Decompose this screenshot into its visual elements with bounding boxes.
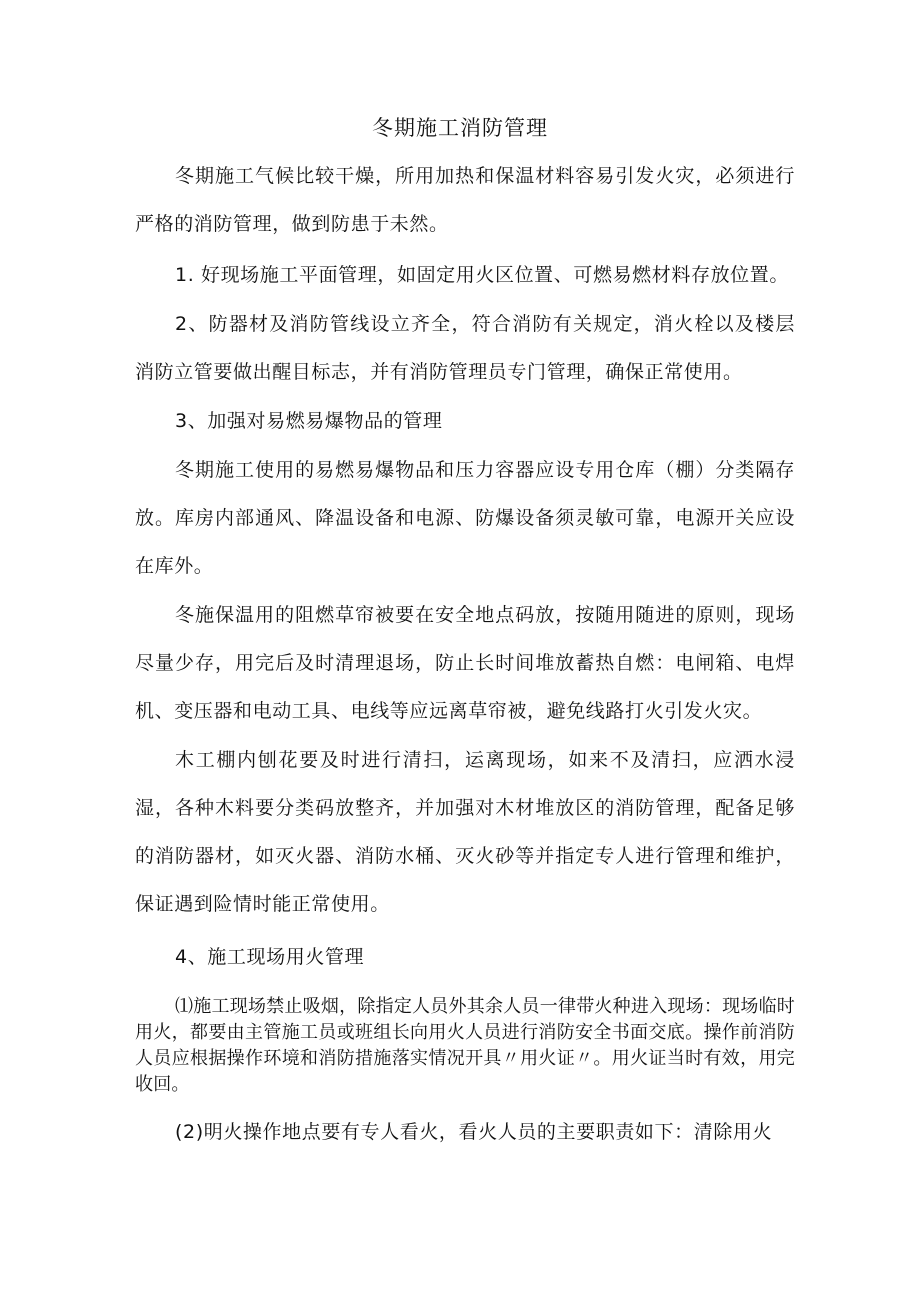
paragraph-item-1: 1. 好现场施工平面管理，如固定用火区位置、可燃易燃材料存放位置。	[175, 264, 789, 286]
paragraph-carpentry-shed: 木工棚内刨花要及时进行清扫，运离现场，如来不及清扫，应洒水浸湿，各种木料要分类码放整齐，并加强对木材堆放区的消防管理，配备足够的消防器材，如灭火器、消防水桶、灭火砂等并指定专人进行管理和维护，保证遇到险情时能正常使用。	[135, 749, 795, 915]
paragraph-storage: 冬期施工使用的易燃易爆物品和压力容器应设专用仓库（棚）分类隔存放。库房内部通风、降温设备和电源、防爆设备须灵敏可靠，电源开关应设在库外。	[135, 459, 795, 577]
paragraph-intro: 冬期施工气候比较干燥，所用加热和保温材料容易引发火灾，必须进行严格的消防管理，做到防患于未然。	[135, 165, 795, 235]
paragraph-straw-curtain: 冬施保温用的阻燃草帘被要在安全地点码放，按随用随进的原则，现场尽量少存，用完后及时清理退场，防止长时间堆放蓄热自燃：电闸箱、电焊机、变压器和电动工具、电线等应远离草帘被，避免线路打火引发火灾。	[135, 604, 795, 722]
paragraph-item-4-heading: 4、施工现场用火管理	[175, 946, 365, 968]
paragraph-fire-use-1: ⑴施工现场禁止吸烟，除指定人员外其余人员一律带火种进入现场：现场临时用火，都要由主管施工员或班组长向用火人员进行消防安全书面交底。操作前消防人员应根据操作环境和消防措施落实情况开具〃用火证〃。用火证当时有效，用完收回。	[135, 996, 795, 1095]
document-title: 冬期施工消防管理	[372, 116, 548, 140]
paragraph-item-3-heading: 3、加强对易燃易爆物品的管理	[175, 410, 443, 432]
paragraph-fire-use-2: (2)明火操作地点要有专人看火，看火人员的主要职责如下：清除用火	[175, 1121, 773, 1143]
paragraph-item-2: 2、防器材及消防管线设立齐全，符合消防有关规定，消火栓以及楼层消防立管要做出醒目标志，并有消防管理员专门管理，确保正常使用。	[135, 313, 795, 383]
